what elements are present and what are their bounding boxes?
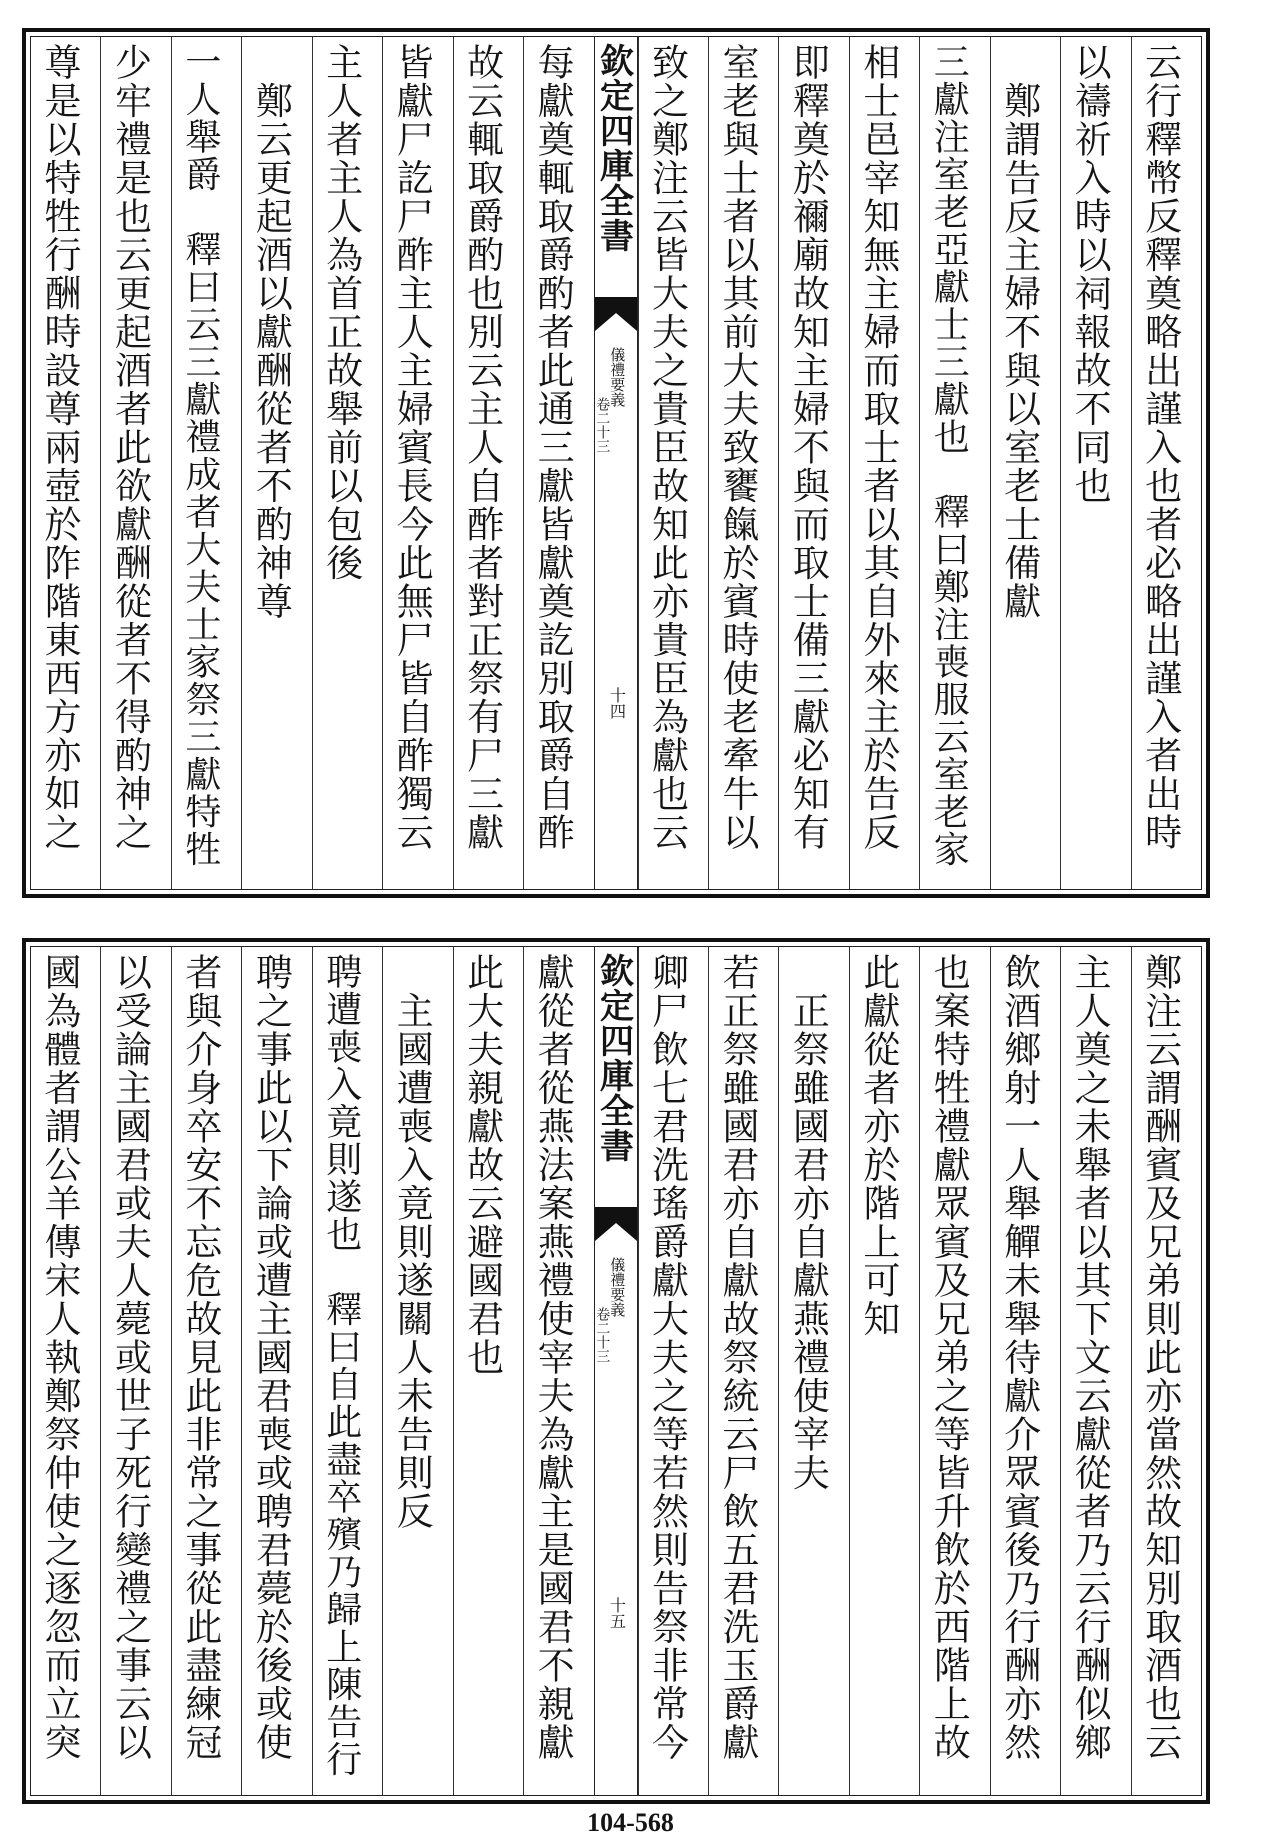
column-text: 以受論主國君或夫人薨或世子死行變禮之事云以 [108,953,152,1762]
text-column [100,947,170,1795]
text-column [990,947,1060,1795]
work-title: 儀禮要義 [608,347,627,407]
column-text: 每獻奠輒取爵酌者此通三獻皆獻奠訖別取爵自酢 [531,43,575,852]
column-text: 主國遭喪入竟則遂關人未告則反 [390,953,434,1531]
text-column [1060,947,1130,1795]
text-column [31,947,100,1795]
column-text: 此大夫親獻故云避國君也 [460,953,504,1377]
text-column [100,37,170,889]
text-column [990,37,1060,889]
column-text: 故云輒取爵酌也別云主人自酢者對正祭有尸三獻 [460,43,504,852]
text-column [523,37,593,889]
column-text: 主人奠之未舉者以其下文云獻從者乃云行酬似鄉 [1068,953,1112,1762]
folio-number: 十四 [607,687,627,719]
page-number-footer: 104-568 [587,1808,674,1837]
text-column [171,947,241,1795]
text-column [708,947,778,1795]
column-text: 皆獻尸訖尸酢主人主婦賓長今此無尸皆自酢獨云 [390,43,434,852]
text-column [919,947,989,1795]
text-column [453,947,523,1795]
series-title: 欽定四庫全書 [593,43,634,253]
text-column [919,37,989,889]
center-fold [594,947,638,1795]
folio-number: 十五 [607,1597,627,1629]
text-column [708,37,778,889]
text-column [849,947,919,1795]
text-column [453,37,523,889]
text-column [849,37,919,889]
center-fold [594,37,638,889]
text-column [638,37,708,889]
series-title: 欽定四庫全書 [593,953,634,1163]
column-text: 鄭云更起酒以獻酬從者不酌神尊 [249,43,293,621]
column-text: 鄭注云謂酬賓及兄弟則此亦當然故知別取酒也云 [1138,953,1182,1762]
column-text: 少牢禮是也云更起酒者此欲獻酬從者不得酌神之 [108,43,152,852]
fishtail-mark-icon [595,297,637,337]
column-text: 獻從者從燕法案燕禮使宰夫為獻主是國君不親獻 [531,953,575,1762]
text-column [1131,947,1201,1795]
text-column [241,947,311,1795]
page-bottom [22,938,1210,1804]
text-column [382,947,452,1795]
page-bottom-frame [30,946,1202,1796]
text-column [382,37,452,889]
column-text: 也案特牲禮獻眾賓及兄弟之等皆升飲於西階上故 [927,953,971,1762]
column-text: 即釋奠於禰廟故知主婦不與而取士備三獻必知有 [786,43,830,852]
text-column [778,37,848,889]
column-text: 主人者主人為首正故舉前以包後 [319,43,363,582]
page-top-frame [30,36,1202,890]
fishtail-mark-icon [595,1207,637,1247]
juan-number: 卷二十三 [594,1307,611,1363]
column-text: 相士邑宰知無主婦而取士者以其自外來主於告反 [856,43,900,852]
column-text: 若正祭雖國君亦自獻故祭統云尸飲五君洗玉爵獻 [715,953,759,1762]
text-column [1131,37,1201,889]
column-text: 此獻從者亦於階上可知 [856,953,900,1338]
column-text: 致之鄭注云皆大夫之貴臣故知此亦貴臣為獻也云 [645,43,689,852]
column-text: 鄭謂告反主婦不與以室老士備獻 [997,43,1041,621]
column-text: 尊是以特牲行酬時設尊兩壺於阼階東西方亦如之 [38,43,81,852]
text-column [1060,37,1130,889]
column-text: 室老與士者以其前大夫致饔餼於賓時使老牽牛以 [715,43,759,852]
page-top [22,28,1210,898]
column-text: 云行釋幣反釋奠略出謹入也者必略出謹入者出時 [1138,43,1182,852]
text-column [638,947,708,1795]
column-text: 聘遭喪入竟則遂也 釋曰自此盡卒殯乃歸上陳告行 [320,953,362,1778]
column-text: 國為體者謂公羊傳宋人執鄭祭仲使之逐忽而立突 [38,953,81,1762]
column-text: 三獻注室老亞獻士三獻也 釋曰鄭注喪服云室老家 [928,43,970,868]
text-column [312,37,382,889]
column-text: 者與介身卒安不忘危故見此非常之事從此盡練冠 [178,953,222,1762]
text-column [241,37,311,889]
column-text: 一人舉爵 釋曰云三獻禮成者大夫士家祭三獻特牲 [179,43,221,868]
column-text: 卿尸飲七君洗瑤爵獻大夫之等若然則告祭非常今 [645,953,689,1762]
text-column [31,37,100,889]
text-column [778,947,848,1795]
juan-number: 卷二十三 [594,397,611,453]
text-column [523,947,593,1795]
column-text: 飲酒鄉射一人舉觶未舉待獻介眾賓後乃行酬亦然 [997,953,1041,1762]
text-column [312,947,382,1795]
column-text: 正祭雖國君亦自獻燕禮使宰夫 [786,953,830,1492]
column-text: 以禱祈入時以祠報故不同也 [1068,43,1112,505]
work-title: 儀禮要義 [608,1257,627,1317]
text-column [171,37,241,889]
column-text: 聘之事此以下論或遭主國君喪或聘君薨於後或使 [249,953,293,1762]
